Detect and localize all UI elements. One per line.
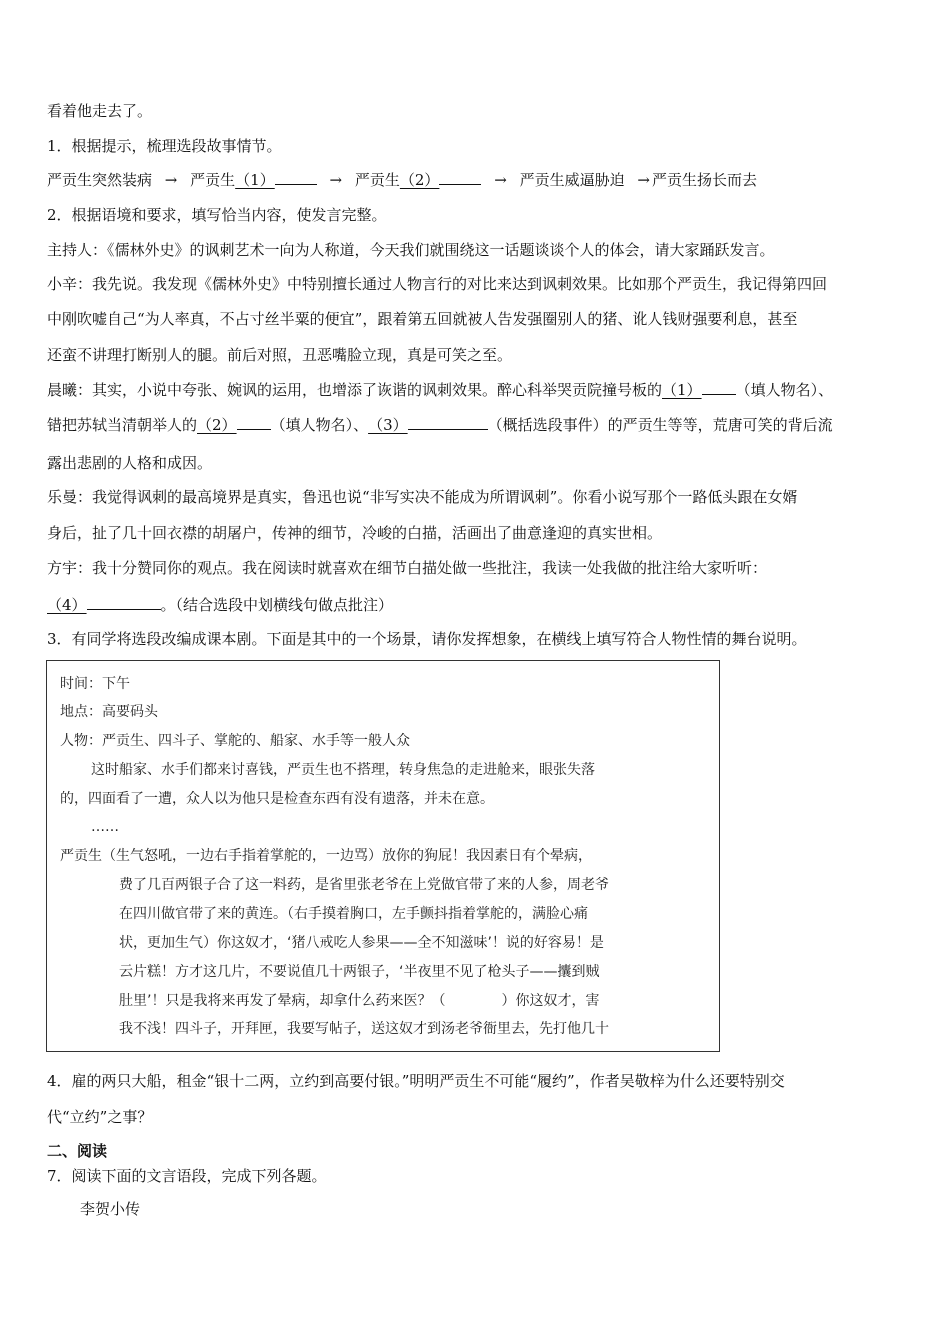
blank-3[interactable]: （3） <box>368 416 408 434</box>
chenxi-speech <box>47 414 833 436</box>
chenxi-speech <box>47 379 833 401</box>
leman-speech: 身后，扯了几十回衣襟的胡屠户，传神的细节，冷峻的白描，活画出了曲意逢迎的真实世相。 <box>47 524 663 542</box>
question-7: 7．阅读下面的文言语段，完成下列各题。 <box>47 1167 327 1185</box>
arrow-icon: → <box>329 171 343 189</box>
speech-text: 。（结合选段中划横线句做点批注） <box>160 596 394 614</box>
arrow-icon: → <box>637 171 650 189</box>
script-text: 在四川做官带了来的黄连。（右手摸着胸口，左手颤抖指着掌舵的，满脸心痛 <box>119 906 588 922</box>
chenxi-speech: 露出悲剧的人格和成因。 <box>47 454 213 472</box>
plot-step-5: 严贡生扬长而去 <box>651 171 757 189</box>
speech-text: （概括选段事件）的严贡生等等，荒唐可笑的背后流 <box>487 416 833 434</box>
xiaoxin-speech: 还蛮不讲理打断别人的腿。前后对照，丑恶嘴脸立现，真是可笑之至。 <box>47 346 513 364</box>
script-place: 地点：高要码头 <box>60 704 158 720</box>
host-speech: 主持人：《儒林外史》的讽刺艺术一向为人称道，今天我们就围绕这一话题谈谈个人的体会，请大家踊跃发言。 <box>47 241 775 259</box>
question-4: 4．雇的两只大船，租金“银十二两，立约到高要付银。”明明严贡生不可能“履约”，作者吴敬梓为什么还要特别交 <box>47 1072 785 1090</box>
script-text: 这时船家、水手们都来讨喜钱，严贡生也不搭理，转身焦急的走进舱来，眼张失落 <box>91 762 595 778</box>
script-text: 状，更加生气）你这奴才，‘猪八戒吃人参果——全不知滋味’！说的好容易！是 <box>119 935 604 951</box>
script-characters: 人物：严贡生、四斗子、掌舵的、船家、水手等一般人众 <box>60 733 410 749</box>
script-text: 严贡生（生气怒吼，一边右手指着掌舵的，一边骂）放你的狗屁！我因素日有个晕病， <box>60 848 592 864</box>
speech-text: 错把苏轼当清朝举人的 <box>47 416 198 434</box>
blank-line[interactable] <box>237 415 271 430</box>
blank-line[interactable] <box>275 170 317 185</box>
plot-flow <box>47 169 757 191</box>
plot-step-4: 严贡生威逼胁迫 <box>519 171 625 189</box>
blank-line[interactable] <box>87 595 161 610</box>
blank-2[interactable]: （2） <box>399 171 440 189</box>
speech-text: （填人物名）、 <box>735 381 834 399</box>
leman-speech: 乐曼：我觉得讽刺的最高境界是真实，鲁迅也说“非写实决不能成为所谓讽刺”。你看小说写那个一路低头跟在女婿 <box>47 488 798 506</box>
section-heading: 二、阅读 <box>47 1142 108 1160</box>
question-1: 1．根据提示，梳理选段故事情节。 <box>47 137 282 155</box>
script-text: 我不浅！四斗子，开拜匣，我要写帖子，送这奴才到汤老爷衙里去，先打他几十 <box>119 1021 609 1037</box>
script-text: 的，四面看了一遭，众人以为他只是检查东西有没有遗落，并未在意。 <box>60 791 494 807</box>
blank-line[interactable] <box>702 380 736 395</box>
fangyu-speech <box>47 594 393 616</box>
plot-step-3: 严贡生 <box>354 171 400 189</box>
script-text: 费了几百两银子合了这一料药，是省里张老爷在上党做官带了来的人参，周老爷 <box>119 877 609 893</box>
script-text: 云片糕！方才这几片，不要说值几十两银子，‘半夜里不见了枪头子——攮到贼 <box>119 964 600 980</box>
xiaoxin-speech: 中刚吹嘘自己“为人率真，不占寸丝半粟的便宜”，跟着第五回就被人告发强圈别人的猪、讹人钱财强要利息，甚至 <box>47 310 798 328</box>
speech-text: 晨曦：其实，小说中夸张、婉讽的运用，也增添了诙谐的讽刺效果。醉心科举哭贡院撞号板的 <box>47 381 663 399</box>
blank-4[interactable]: （4） <box>47 596 87 614</box>
script-text: 肚里’！只是我将来再发了晕病，却拿什么药来医？（ ）你这奴才，害 <box>119 993 600 1009</box>
fangyu-speech: 方宇：我十分赞同你的观点。我在阅读时就喜欢在细节白描处做一些批注，我读一处我做的批注给大家听听： <box>47 559 768 577</box>
script-box <box>46 660 720 1052</box>
question-4: 代“立约”之事？ <box>47 1108 153 1126</box>
plot-step-2: 严贡生 <box>190 171 236 189</box>
blank-line[interactable] <box>439 170 481 185</box>
arrow-icon: → <box>164 171 178 189</box>
blank-line[interactable] <box>408 415 488 430</box>
passage-title: 李贺小传 <box>80 1200 141 1218</box>
script-time: 时间：下午 <box>60 676 130 692</box>
blank-2[interactable]: （2） <box>197 416 237 434</box>
blank-1[interactable]: （1） <box>662 381 702 399</box>
text-line: 看着他走去了。 <box>47 102 153 120</box>
script-ellipsis: …… <box>91 819 119 835</box>
blank-1[interactable]: （1） <box>235 171 275 189</box>
arrow-icon: → <box>494 171 507 189</box>
question-2: 2．根据语境和要求，填写恰当内容，使发言完整。 <box>47 206 387 224</box>
plot-step-1: 严贡生突然装病 <box>47 171 153 189</box>
xiaoxin-speech: 小辛：我先说。我发现《儒林外史》中特别擅长通过人物言行的对比来达到讽刺效果。比如那个严贡生，我记得第四回 <box>47 275 828 293</box>
speech-text: （填人物名）、 <box>270 416 369 434</box>
question-3: 3．有同学将选段改编成课本剧。下面是其中的一个场景，请你发挥想象，在横线上填写符合人物性情的舞台说明。 <box>47 630 807 648</box>
